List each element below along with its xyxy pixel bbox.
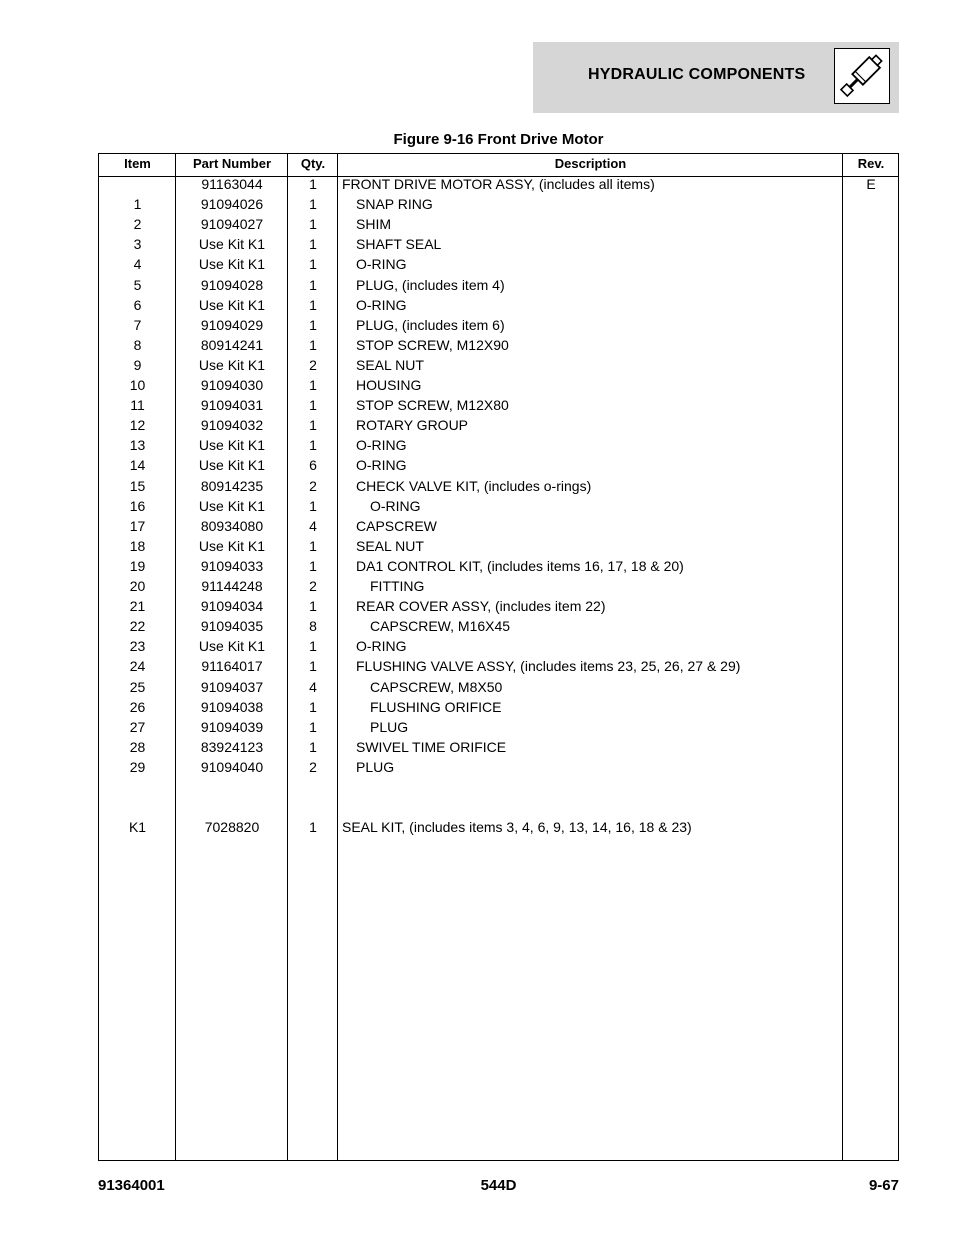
description-cell: PLUG [356,758,395,775]
part-number-cell: 91094040 [200,758,264,775]
item-cell: 14 [129,457,146,474]
table-row [99,395,898,415]
item-cell: 16 [129,497,146,514]
part-number-cell: 91144248 [201,578,263,594]
table-row [99,496,898,516]
item-cell: K1 [128,819,147,836]
table-row [99,677,898,697]
table-row [99,817,898,837]
qty-cell: 1 [309,638,317,655]
qty-cell: 2 [309,578,317,594]
description-cell: SWIVEL TIME ORIFICE [356,738,507,755]
item-cell: 3 [133,236,142,253]
description-cell: CHECK VALVE KIT, (includes o-rings) [356,477,592,494]
table-row [99,777,898,797]
column-header-description: Description [554,156,627,171]
description-cell: FITTING [370,578,425,594]
description-cell: HOUSING [356,377,422,393]
qty-cell: 1 [309,336,317,353]
item-cell: 21 [129,598,146,615]
part-number-cell: Use Kit K1 [198,497,266,514]
qty-cell: 1 [309,497,317,514]
part-number-cell: 7028820 [204,819,260,836]
description-cell: CAPSCREW, M8X50 [370,678,503,695]
part-number-cell: Use Kit K1 [198,236,266,253]
description-cell: STOP SCREW, M12X90 [356,336,509,353]
table-row [99,375,898,395]
table-row [99,757,898,777]
rev-cell: E [866,176,876,192]
table-row [99,254,898,274]
item-cell: 10 [129,377,146,393]
table-row [99,275,898,295]
item-cell: 4 [133,256,142,273]
description-cell: O-RING [356,296,407,313]
description-cell: PLUG, (includes item 4) [356,276,505,293]
part-number-cell: 83924123 [200,738,264,755]
figure-title: Figure 9-16 Front Drive Motor [393,131,604,148]
qty-cell: 1 [309,236,317,253]
table-row [99,636,898,656]
qty-cell: 1 [309,537,317,554]
part-number-cell: 91094039 [200,718,264,735]
item-cell: 17 [129,517,146,534]
part-number-cell: 91094029 [200,316,264,333]
part-number-cell: 91163044 [201,176,263,192]
description-cell: SNAP RING [356,196,433,213]
item-cell: 27 [129,718,146,735]
part-number-cell: Use Kit K1 [198,356,266,373]
qty-cell: 1 [309,377,317,393]
item-cell: 7 [133,316,142,333]
section-title: HYDRAULIC COMPONENTS [588,66,806,83]
item-cell: 8 [133,336,142,353]
item-cell: 19 [129,557,146,574]
description-cell: DA1 CONTROL KIT, (includes items 16, 17, 18 & 20) [356,557,684,574]
qty-cell: 1 [309,196,317,213]
table-row [99,797,898,817]
qty-cell: 1 [309,658,317,675]
table-row [99,476,898,496]
item-cell: 22 [129,618,146,635]
table-row [99,697,898,717]
column-header-part-number: Part Number [192,156,272,171]
part-number-cell: 91094026 [200,196,264,213]
table-row [99,295,898,315]
item-cell: 18 [129,537,146,554]
description-cell: O-RING [356,256,407,273]
description-cell: REAR COVER ASSY, (includes item 22) [356,598,606,615]
description-cell: CAPSCREW [356,517,437,534]
part-number-cell: Use Kit K1 [198,296,266,313]
qty-cell: 4 [309,517,317,534]
qty-cell: 1 [309,819,317,836]
table-row [99,516,898,536]
description-cell: SEAL NUT [356,356,424,373]
part-number-cell: 91094034 [200,598,264,615]
part-number-cell: 91094028 [200,276,264,293]
part-number-cell: 91094035 [200,618,264,635]
table-row [99,616,898,636]
item-cell: 6 [133,296,142,313]
item-cell: 15 [129,477,146,494]
column-header-item: Item [124,156,151,171]
qty-cell: 2 [309,758,317,775]
item-cell: 11 [130,397,145,414]
qty-cell: 1 [309,698,317,715]
table-row [99,717,898,737]
table-row [99,596,898,616]
part-number-cell: 91094030 [200,377,264,393]
table-row [99,536,898,556]
item-cell: 5 [133,276,142,293]
footer-page-number: 9-67 [868,1177,899,1194]
part-number-cell: Use Kit K1 [198,457,266,474]
footer-model: 544D [480,1177,517,1194]
description-cell: SHAFT SEAL [356,236,442,253]
table-row [99,355,898,375]
parts-table [98,153,899,1161]
qty-cell: 1 [309,176,317,192]
description-cell: O-RING [370,497,421,514]
item-cell: 24 [129,658,146,675]
qty-cell: 1 [309,738,317,755]
hydraulic-cylinder-icon [834,48,890,104]
qty-cell: 1 [309,417,317,434]
part-number-cell: Use Kit K1 [198,537,266,554]
column-header-qty: Qty. [300,156,326,171]
table-row [99,174,898,194]
description-cell: FLUSHING ORIFICE [370,698,502,715]
qty-cell: 1 [309,296,317,313]
qty-cell: 8 [309,618,317,635]
item-cell: 28 [129,738,146,755]
part-number-cell: 91164017 [201,658,263,675]
qty-cell: 1 [309,718,317,735]
part-number-cell: 91094031 [200,397,264,414]
part-number-cell: 91094027 [200,216,264,233]
part-number-cell: Use Kit K1 [198,638,266,655]
description-cell: O-RING [356,437,407,454]
table-row [99,415,898,435]
table-row [99,556,898,576]
item-cell: 9 [133,356,142,373]
part-number-cell: 91094033 [200,557,264,574]
description-cell: SHIM [356,216,391,233]
description-cell: STOP SCREW, M12X80 [356,397,509,414]
qty-cell: 6 [309,457,317,474]
item-cell: 25 [129,678,146,695]
description-cell: FLUSHING VALVE ASSY, (includes items 23, 25, 26, 27 & 29) [356,658,741,675]
item-cell: 20 [129,578,146,594]
qty-cell: 1 [309,216,317,233]
part-number-cell: 91094038 [200,698,264,715]
description-cell: O-RING [356,638,407,655]
description-cell: PLUG [370,718,409,735]
table-row [99,576,898,596]
table-row [99,234,898,254]
description-cell: CAPSCREW, M16X45 [370,618,511,635]
part-number-cell: 80934080 [200,517,264,534]
table-row [99,435,898,455]
item-cell: 1 [133,196,142,213]
description-cell: O-RING [356,457,407,474]
table-row [99,737,898,757]
qty-cell: 1 [309,598,317,615]
qty-cell: 1 [309,557,317,574]
part-number-cell: Use Kit K1 [198,437,266,454]
qty-cell: 1 [309,437,317,454]
qty-cell: 2 [309,477,317,494]
item-cell: 23 [129,638,146,655]
item-cell: 29 [129,758,146,775]
table-row [99,335,898,355]
table-row [99,656,898,676]
table-row [99,214,898,234]
qty-cell: 2 [309,356,317,373]
qty-cell: 1 [309,316,317,333]
description-cell: PLUG, (includes item 6) [356,316,505,333]
item-cell: 2 [133,216,142,233]
qty-cell: 1 [309,397,317,414]
qty-cell: 1 [309,276,317,293]
part-number-cell: 80914235 [200,477,264,494]
description-cell: SEAL NUT [356,537,424,554]
part-number-cell: 91094032 [200,417,264,434]
description-cell: FRONT DRIVE MOTOR ASSY, (includes all items) [342,176,655,192]
part-number-cell: 91094037 [200,678,264,695]
item-cell: 12 [129,417,146,434]
qty-cell: 1 [309,256,317,273]
column-header-rev: Rev. [857,156,885,171]
table-row [99,455,898,475]
qty-cell: 4 [309,678,317,695]
description-cell: ROTARY GROUP [356,417,469,434]
table-row [99,194,898,214]
item-cell: 13 [129,437,146,454]
description-cell: SEAL KIT, (includes items 3, 4, 6, 9, 13, 14, 16, 18 & 23) [342,819,692,836]
table-row [99,315,898,335]
part-number-cell: 80914241 [200,336,264,353]
part-number-cell: Use Kit K1 [198,256,266,273]
item-cell: 26 [129,698,146,715]
footer-doc-number: 91364001 [98,1177,165,1194]
